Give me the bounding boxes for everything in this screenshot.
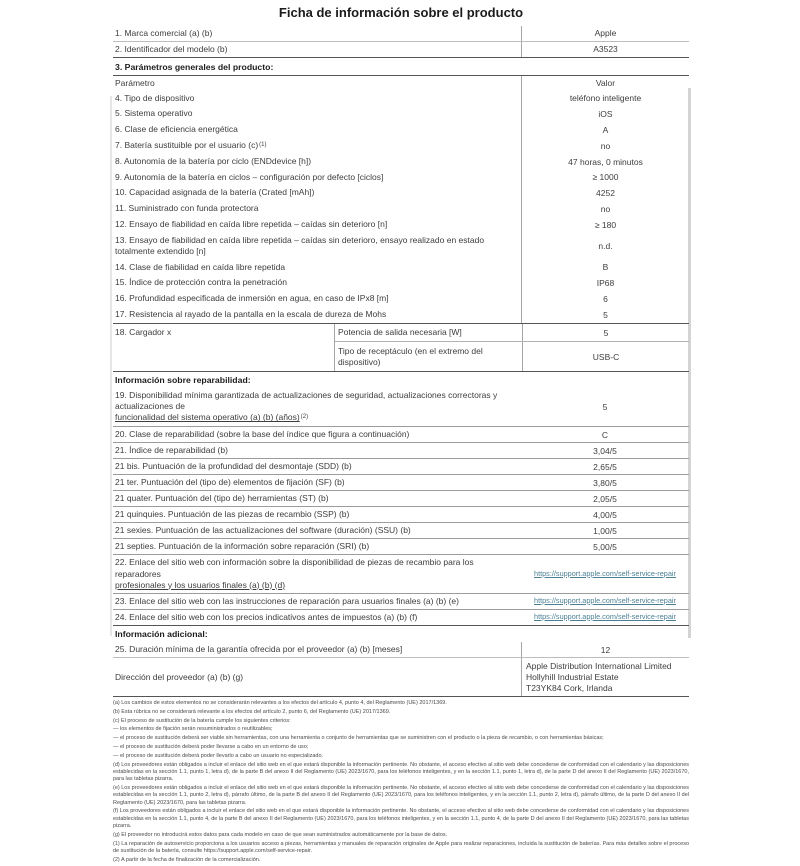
row-label-text: 16. Profundidad especificada de inmersión en agua, en caso de IPx8 [m] bbox=[115, 293, 389, 304]
row-label-text: 7. Batería sustituible por el usuario (c) bbox=[115, 140, 259, 151]
row-value: 12 bbox=[521, 642, 689, 657]
row-label: 20. Clase de reparabilidad (sobre la base del índice que figura a continuación) bbox=[115, 429, 410, 440]
row-4-tipo-dispositivo bbox=[113, 91, 689, 107]
footnote-c: (c) El proceso de sustitución de la batería cumple los siguientes criterios: bbox=[113, 717, 291, 724]
row-label: 24. Enlace del sitio web con los precios indicativos antes de impuestos (a) (b) (f) bbox=[115, 611, 418, 622]
charger-subtable bbox=[334, 324, 689, 371]
footnote-f: (f) Los proveedores están obligados a incluir el enlace del sitio web en el que estará disponible la información pertinente. No obstante, el acceso efectivo al sitio web debe concederse de conformidad con el calendario y las disposiciones establecidas en la sección 1.1, punto 4, de la parte B del anexo II del Reglamento (UE) 2023/1670, para los teléfonos inteligentes, y en la sección 1.1, punto 4, de la parte D del anexo II del Reglamento (UE) 2023/1670, para las tabletas pizarra. bbox=[113, 808, 689, 829]
row-label: 21 sexies. Puntuación de las actualizaciones del software (duración) (SSU) (b) bbox=[115, 525, 411, 536]
footnote-2: (2) A partir de la fecha de finalización de la comercialización. bbox=[113, 856, 261, 863]
row-12-ensayo-caida bbox=[113, 217, 689, 233]
row-21-indice-reparabilidad bbox=[113, 443, 689, 459]
scan-shadow-left bbox=[110, 96, 112, 636]
row-18-cargador bbox=[113, 323, 689, 371]
row-value: IP68 bbox=[521, 275, 689, 291]
row-label: 2. Identificador del modelo (b) bbox=[115, 44, 228, 55]
row-21bis-sdd bbox=[113, 459, 689, 475]
subrow-value: USB-C bbox=[522, 342, 689, 370]
row-value: 3,80/5 bbox=[593, 477, 617, 488]
row-label: 21 ter. Puntuación del (tipo de) elementos de fijación (SF) (b) bbox=[115, 477, 345, 488]
row-label-text: 9. Autonomía de la batería en ciclos – configuración por defecto [ciclos] bbox=[115, 171, 384, 182]
subrow-potencia bbox=[335, 324, 689, 342]
row-value: no bbox=[521, 201, 689, 217]
row-label-text: 13. Ensayo de fiabilidad en caída libre repetida – caídas sin deterioro, ensayo realizado en estado totalmente extendido [n] bbox=[115, 234, 485, 256]
row-label: 23. Enlace del sitio web con las instrucciones de reparación para usuarios finales (a) (b) (e) bbox=[115, 595, 459, 606]
section-reparabilidad: Información sobre reparabilidad: bbox=[113, 371, 689, 389]
column-header-parametro: Parámetro bbox=[115, 77, 155, 88]
subrow-receptaculo bbox=[335, 341, 689, 370]
row-value: 6 bbox=[521, 291, 689, 307]
row-label-line2-text: funcionalidad del sistema operativo (a) (b) (años) bbox=[115, 412, 300, 423]
row-value bbox=[521, 610, 689, 625]
self-service-repair-link[interactable]: https://support.apple.com/self-service-repair bbox=[534, 611, 676, 621]
self-service-repair-link[interactable]: https://support.apple.com/self-service-repair bbox=[534, 595, 676, 605]
row-label bbox=[113, 555, 521, 592]
footnote-c-bullet-4: — el proceso de sustitución deberá poder llevarlo a cabo un usuario no especializado. bbox=[113, 752, 324, 759]
row-value: A3523 bbox=[521, 42, 689, 57]
address-line: Hollyhill Industrial Estate bbox=[526, 671, 619, 682]
row-label-text: 8. Autonomía de la batería por ciclo (ENDdevice [h]) bbox=[115, 155, 312, 166]
row-5-sistema-operativo bbox=[113, 106, 689, 122]
subrow-value: 5 bbox=[522, 324, 689, 342]
row-25-garantia bbox=[113, 642, 689, 658]
row-21ter-sf bbox=[113, 475, 689, 491]
row-label-text: 12. Ensayo de fiabilidad en caída libre repetida – caídas sin deterioro [n] bbox=[115, 219, 388, 230]
footnote-c-bullet-3: — el proceso de sustitución deberá poder llevarse a cabo en un entorno de uso; bbox=[113, 744, 309, 751]
row-8-autonomia-ciclo bbox=[113, 154, 689, 170]
row-24-enlace-precios bbox=[113, 610, 689, 625]
footnote-ref: (1) bbox=[259, 141, 267, 148]
row-label bbox=[113, 388, 521, 426]
row-1-marca-comercial bbox=[113, 26, 689, 42]
footnote-c-bullet-2: — el proceso de sustitución deberá ser viable sin herramientas, con una herramienta o conjunto de herramientas que se suministren con el producto o la pieza de recambio, o con herramientas básicas; bbox=[113, 735, 604, 742]
row-label bbox=[113, 138, 521, 154]
row-label bbox=[113, 122, 521, 138]
column-header-row bbox=[113, 76, 689, 91]
row-value bbox=[521, 594, 689, 609]
address-line: T23YK84 Cork, Irlanda bbox=[526, 682, 613, 693]
row-14-clase-fiabilidad bbox=[113, 260, 689, 276]
section-informacion-adicional: Información adicional: bbox=[113, 625, 689, 643]
row-label bbox=[113, 91, 521, 107]
footnotes bbox=[113, 700, 689, 864]
row-label-text: 11. Suministrado con funda protectora bbox=[115, 203, 259, 214]
row-label-text: 15. Índice de protección contra la penetración bbox=[115, 277, 288, 288]
row-23-enlace-instrucciones bbox=[113, 594, 689, 610]
row-value: A bbox=[521, 122, 689, 138]
footnote-b: (b) Esta rúbrica no se considerará relevante a los efectos del artículo 2, punto 6, del Reglamento (UE) 2017/1369. bbox=[113, 708, 391, 715]
row-label-text: 6. Clase de eficiencia energética bbox=[115, 124, 238, 135]
row-label: Dirección del proveedor (a) (b) (g) bbox=[115, 671, 244, 682]
row-label bbox=[113, 291, 521, 307]
row-label: 21 septies. Puntuación de la información sobre reparación (SRI) (b) bbox=[115, 541, 370, 552]
row-21septies-sri bbox=[113, 539, 689, 555]
address-line: Apple Distribution International Limited bbox=[526, 660, 672, 671]
row-value: no bbox=[521, 138, 689, 154]
supplier-address bbox=[521, 658, 689, 696]
section-parametros-generales: 3. Parámetros generales del producto: bbox=[113, 57, 689, 76]
row-label bbox=[113, 233, 521, 260]
row-6-clase-eficiencia bbox=[113, 122, 689, 138]
row-label-line2: profesionales y los usuarios finales (a) (b) (d) bbox=[115, 579, 286, 590]
row-label: 21. Índice de reparabilidad (b) bbox=[115, 445, 228, 456]
row-value: ≥ 1000 bbox=[521, 170, 689, 186]
row-label bbox=[113, 106, 521, 122]
row-label bbox=[113, 170, 521, 186]
row-21quater-st bbox=[113, 491, 689, 507]
footnote-e: (e) Los proveedores están obligados a incluir el enlace del sitio web en el que estará disponible la información pertinente. No obstante, el acceso efectivo al sitio web debe concederse de conformidad con el calendario y las disposiciones establecidas en la sección 1.1, punto 2, letra d), párrafo último, de la parte B del anexo II del Reglamento (UE) 2023/1670, para los teléfonos inteligentes, y en la sección 1.1, punto 2, letra d), párrafo último, de la parte D del anexo II del Reglamento (UE) 2023/1670, para las tabletas pizarra. bbox=[113, 785, 690, 806]
footnote-1: (1) La reparación de autoservicio proporciona a los usuarios acceso a piezas, herramientas y manuales de reparación originales de Apple para realizar reparaciones, incluida la sustitución de baterías. Para más detalles sobre el proceso de sustitución de la batería, consulte https://support.apple.com/self-service-repair. bbox=[113, 840, 689, 854]
row-value: 4,00/5 bbox=[593, 509, 617, 520]
footnote-ref: (2) bbox=[300, 413, 309, 420]
row-label bbox=[113, 201, 521, 217]
row-value: 5,00/5 bbox=[593, 541, 617, 552]
row-label bbox=[113, 260, 521, 276]
row-label bbox=[113, 154, 521, 170]
row-label-text: 14. Clase de fiabilidad en caída libre repetida bbox=[115, 261, 286, 272]
row-label bbox=[113, 307, 521, 323]
row-direccion-proveedor bbox=[113, 658, 689, 697]
row-label-line2 bbox=[115, 412, 511, 424]
row-label: 21 bis. Puntuación de la profundidad del desmontaje (SDD) (b) bbox=[115, 461, 352, 472]
row-17-resistencia-rayado bbox=[113, 307, 689, 323]
row-label bbox=[113, 275, 521, 291]
row-19-actualizaciones bbox=[113, 388, 689, 427]
row-11-funda-protectora bbox=[113, 201, 689, 217]
row-label: 18. Cargador x bbox=[115, 326, 172, 337]
product-fiche-document bbox=[113, 5, 689, 866]
row-label: 21 quater. Puntuación del (tipo de) herramientas (ST) (b) bbox=[115, 493, 329, 504]
row-label-text: 5. Sistema operativo bbox=[115, 108, 193, 119]
row-label: 1. Marca comercial (a) (b) bbox=[115, 28, 213, 38]
row-value: 2,05/5 bbox=[593, 493, 617, 504]
row-value: 5 bbox=[602, 402, 608, 413]
row-22-enlace-piezas bbox=[113, 555, 689, 593]
row-label-text: 10. Capacidad asignada de la batería (Crated [mAh]) bbox=[115, 187, 315, 198]
row-value: n.d. bbox=[521, 233, 689, 260]
row-20-clase-reparabilidad bbox=[113, 427, 689, 443]
row-label-text: 22. Enlace del sitio web con información sobre la disponibilidad de piezas de recambio para los reparadores bbox=[115, 557, 474, 579]
row-label: 21 quinquies. Puntuación de las piezas de recambio (SSP) (b) bbox=[115, 509, 350, 520]
row-label bbox=[113, 217, 521, 233]
row-value bbox=[521, 555, 689, 592]
row-21quinquies-ssp bbox=[113, 507, 689, 523]
row-value: Apple bbox=[521, 26, 689, 41]
row-label bbox=[113, 185, 521, 201]
row-15-indice-proteccion bbox=[113, 275, 689, 291]
subrow-label: Tipo de receptáculo (en el extremo del dispositivo) bbox=[338, 345, 483, 367]
footnote-a: (a) Los cambios de estos elementos no se considerarán relevantes a los efectos del artículo 4, punto 4, del Reglamento (UE) 2017/1369. bbox=[113, 699, 447, 706]
row-label: 25. Duración mínima de la garantía ofrecida por el proveedor (a) (b) [meses] bbox=[115, 644, 403, 655]
row-value: 3,04/5 bbox=[593, 445, 617, 456]
footnote-c-bullet-1: — los elementos de fijación serán resuministrados o reutilizables; bbox=[113, 726, 273, 733]
row-value: 47 horas, 0 minutos bbox=[521, 154, 689, 170]
row-2-identificador-modelo bbox=[113, 42, 689, 57]
row-16-profundidad-inmersion bbox=[113, 291, 689, 307]
row-10-capacidad-bateria bbox=[113, 185, 689, 201]
row-value: ≥ 180 bbox=[521, 217, 689, 233]
row-value: B bbox=[521, 260, 689, 276]
row-value: iOS bbox=[521, 106, 689, 122]
row-label-text: 4. Tipo de dispositivo bbox=[115, 92, 195, 103]
footnote-d: (d) Los proveedores están obligados a incluir el enlace del sitio web en el que estará disponible la información pertinente. No obstante, el acceso efectivo al sitio web debe concederse de conformidad con el calendario y las disposiciones establecidas en la sección 1.1, punto 1, letra d), de la parte B del anexo II del Reglamento (UE) 2023/1670, para los teléfonos inteligentes, y en la sección 1.1, punto 1, letra d), de la parte D del anexo II del Reglamento (UE) 2023/1670, para las tabletas pizarra. bbox=[113, 761, 690, 783]
column-header-valor: Valor bbox=[521, 76, 689, 91]
row-value: 1,00/5 bbox=[593, 525, 617, 536]
row-value: 4252 bbox=[521, 185, 689, 201]
row-21sexies-ssu bbox=[113, 523, 689, 539]
self-service-repair-link[interactable]: https://support.apple.com/self-service-repair bbox=[534, 568, 676, 578]
row-label-text: 19. Disponibilidad mínima garantizada de actualizaciones de seguridad, actualizaciones correctoras y actualizaciones de bbox=[115, 390, 498, 412]
row-13-ensayo-caida-extendido bbox=[113, 233, 689, 260]
row-value: 2,65/5 bbox=[593, 461, 617, 472]
row-label-text: 17. Resistencia al rayado de la pantalla en la escala de dureza de Mohs bbox=[115, 309, 387, 320]
subrow-label: Potencia de salida necesaria [W] bbox=[338, 327, 462, 338]
row-9-autonomia-ciclos bbox=[113, 170, 689, 186]
row-value: teléfono inteligente bbox=[521, 91, 689, 107]
row-value: 5 bbox=[521, 307, 689, 323]
row-value: C bbox=[601, 429, 609, 440]
row-7-bateria-sustituible bbox=[113, 138, 689, 154]
page-title: Ficha de información sobre el producto bbox=[278, 5, 524, 20]
footnote-g: (g) El proveedor no introducirá estos datos para cada modelo en caso de que sean suministrados automáticamente por la base de datos. bbox=[113, 831, 448, 838]
